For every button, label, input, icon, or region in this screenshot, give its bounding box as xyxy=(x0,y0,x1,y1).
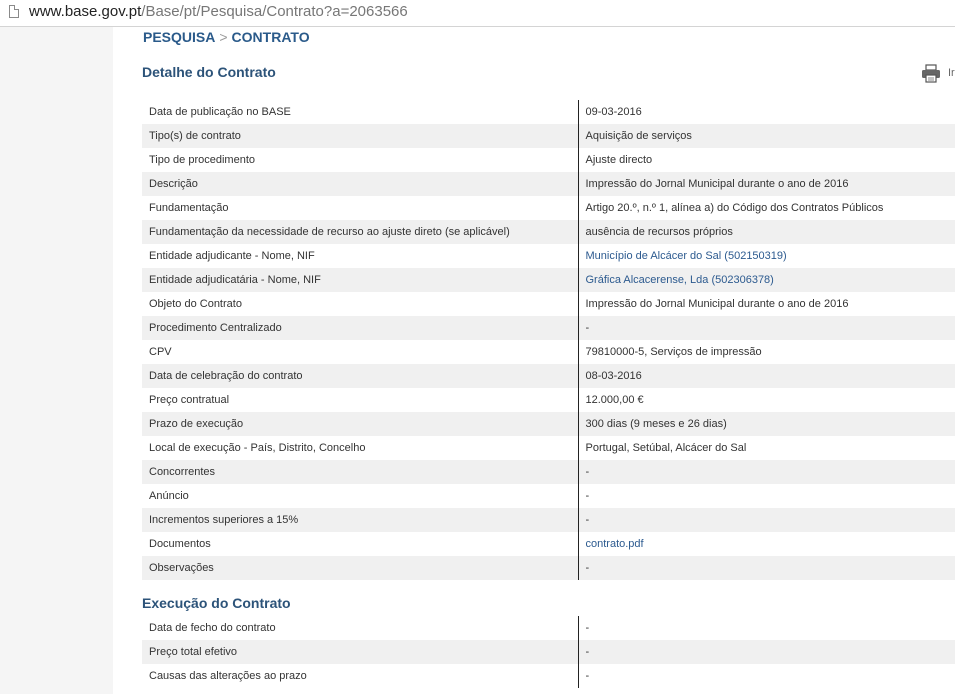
url-domain: www.base.gov.pt xyxy=(29,3,142,20)
table-row xyxy=(142,244,955,268)
table-row xyxy=(142,436,955,460)
row-label: Tipo(s) de contrato xyxy=(142,124,578,148)
row-value: Impressão do Jornal Municipal durante o ano de 2016 xyxy=(578,172,955,196)
row-value: - xyxy=(578,508,955,532)
row-label: Observações xyxy=(142,556,578,580)
table-row xyxy=(142,412,955,436)
row-label: Causas das alterações ao prazo xyxy=(149,670,307,682)
row-label: Tipo de procedimento xyxy=(149,154,255,166)
table-row xyxy=(142,220,955,244)
browser-address-bar[interactable] xyxy=(0,0,955,27)
row-value: Portugal, Setúbal, Alcácer do Sal xyxy=(578,436,955,460)
url-text[interactable] xyxy=(29,3,408,20)
row-value: - xyxy=(578,316,955,340)
table-row xyxy=(142,148,955,172)
row-label: Data de publicação no BASE xyxy=(149,106,291,118)
row-value: 300 dias (9 meses e 26 dias) xyxy=(578,412,955,436)
table-row xyxy=(142,172,955,196)
row-label: Local de execução - País, Distrito, Concelho xyxy=(149,442,366,454)
table-row xyxy=(142,364,955,388)
row-value: - xyxy=(578,616,955,640)
row-label: Objeto do Contrato xyxy=(149,298,242,310)
breadcrumb-contrato: CONTRATO xyxy=(231,29,310,45)
row-label: Preço contratual xyxy=(149,394,230,406)
row-value-link[interactable]: Município de Alcácer do Sal (502150319) xyxy=(585,250,787,262)
url-path: /Base/pt/Pesquisa/Contrato?a=2063566 xyxy=(141,3,408,20)
table-row xyxy=(142,532,955,556)
breadcrumb-separator: > xyxy=(219,29,228,45)
row-value: - xyxy=(578,556,955,580)
table-row xyxy=(142,100,955,124)
row-label: Data de celebração do contrato xyxy=(142,364,578,388)
row-value: - xyxy=(578,640,955,664)
execution-table xyxy=(142,616,955,688)
row-value: - xyxy=(578,664,955,688)
row-value: - xyxy=(578,484,955,508)
row-value: Ajuste directo xyxy=(578,148,955,172)
row-label: Anúncio xyxy=(149,490,189,502)
table-row xyxy=(142,340,955,364)
table-row xyxy=(142,388,955,412)
detail-table xyxy=(142,100,955,580)
row-label: Fundamentação da necessidade de recurso ao ajuste direto (se aplicável) xyxy=(142,220,578,244)
row-label: Fundamentação xyxy=(149,202,229,214)
table-row xyxy=(142,196,955,220)
row-value: 08-03-2016 xyxy=(578,364,955,388)
row-label: Preço total efetivo xyxy=(142,640,578,664)
row-value xyxy=(578,532,955,556)
row-label: Procedimento Centralizado xyxy=(142,316,578,340)
table-row xyxy=(142,124,955,148)
table-row xyxy=(142,484,955,508)
row-value: Artigo 20.º, n.º 1, alínea a) do Código dos Contratos Públicos xyxy=(578,196,955,220)
breadcrumb xyxy=(143,29,310,45)
breadcrumb-pesquisa[interactable]: PESQUISA xyxy=(143,29,216,45)
print-icon[interactable] xyxy=(921,64,941,84)
row-value: 79810000-5, Serviços de impressão xyxy=(578,340,955,364)
row-value: ausência de recursos próprios xyxy=(578,220,955,244)
table-row xyxy=(142,460,955,484)
row-label: Concorrentes xyxy=(142,460,578,484)
row-value: Aquisição de serviços xyxy=(578,124,955,148)
row-value: 12.000,00 € xyxy=(578,388,955,412)
main-content xyxy=(113,27,955,694)
table-row xyxy=(142,556,955,580)
row-label: Incrementos superiores a 15% xyxy=(142,508,578,532)
row-label: Data de fecho do contrato xyxy=(149,622,276,634)
row-value xyxy=(578,244,955,268)
row-label: CPV xyxy=(149,346,172,358)
table-row xyxy=(142,664,955,688)
row-label: Documentos xyxy=(149,538,211,550)
row-label: Descrição xyxy=(142,172,578,196)
row-value xyxy=(578,268,955,292)
row-value-link[interactable]: Gráfica Alcacerense, Lda (502306378) xyxy=(585,274,774,286)
row-label: Entidade adjudicante - Nome, NIF xyxy=(149,250,315,262)
table-row xyxy=(142,640,955,664)
table-row xyxy=(142,616,955,640)
section-title-detail: Detalhe do Contrato xyxy=(142,64,276,80)
row-value: 09-03-2016 xyxy=(578,100,955,124)
row-value: - xyxy=(578,460,955,484)
table-row xyxy=(142,508,955,532)
page-icon xyxy=(9,5,19,18)
print-label[interactable]: Ir xyxy=(948,67,955,79)
table-row xyxy=(142,292,955,316)
row-value: Impressão do Jornal Municipal durante o ano de 2016 xyxy=(578,292,955,316)
table-row xyxy=(142,316,955,340)
row-label: Entidade adjudicatária - Nome, NIF xyxy=(142,268,578,292)
row-value-link[interactable]: contrato.pdf xyxy=(585,538,644,550)
section-title-execution: Execução do Contrato xyxy=(142,595,291,611)
row-label: Prazo de execução xyxy=(142,412,578,436)
table-row xyxy=(142,268,955,292)
